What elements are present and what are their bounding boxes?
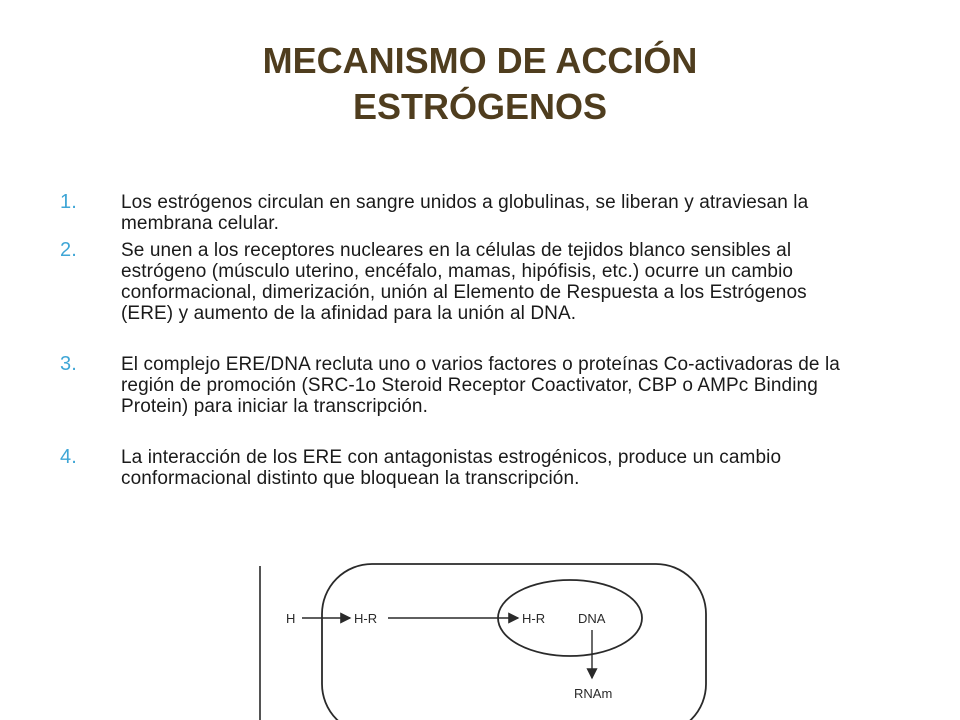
list-item [60,192,860,234]
list-item-text: Los estrógenos circulan en sangre unidos a globulinas, se liberan y atraviesan la membrana celular. [121,192,809,234]
list-item-number: 2. [60,239,77,261]
list-item [60,447,860,489]
list-item-number: 4. [60,446,77,468]
mechanism-steps-list [60,192,860,489]
cytoplasmic-complex-label: H-R [354,611,378,626]
list-item [60,354,860,417]
title-line-1: MECANISMO DE ACCIÓN [262,40,698,81]
list-item [60,240,860,324]
list-item-text: La interacción de los ERE con antagonistas estrogénicos, produce un cambio conformacional distinto que bloquean la transcripción. [121,447,782,489]
list-item-number: 1. [60,191,77,213]
hormone-label: H [286,611,296,626]
slide-title [120,38,840,130]
nucleus-shape [498,580,642,656]
list-item-text: Se unen a los receptores nucleares en la células de tejidos blanco sensibles al estrógeno (músculo uterino, encéfalo, mamas, hipófisis, etc.) ocurre un cambio conformacional, dimerización, unión al Elemento de Respuesta a los Estrógenos (ERE) y aumento de la afinidad para la unión al DNA. [121,240,807,324]
title-line-2: ESTRÓGENOS [352,86,608,127]
dna-label: DNA [578,611,606,626]
cell-mechanism-diagram [250,556,720,720]
rna-label: RNAm [574,686,613,701]
nuclear-complex-label: H-R [522,611,546,626]
list-item-number: 3. [60,353,77,375]
list-item-text: El complejo ERE/DNA recluta uno o varios factores o proteínas Co-activadoras de la región de promoción (SRC-1o Steroid Receptor Coactivator, CBP o AMPc Binding Protein) para iniciar la transcripción. [121,354,840,417]
